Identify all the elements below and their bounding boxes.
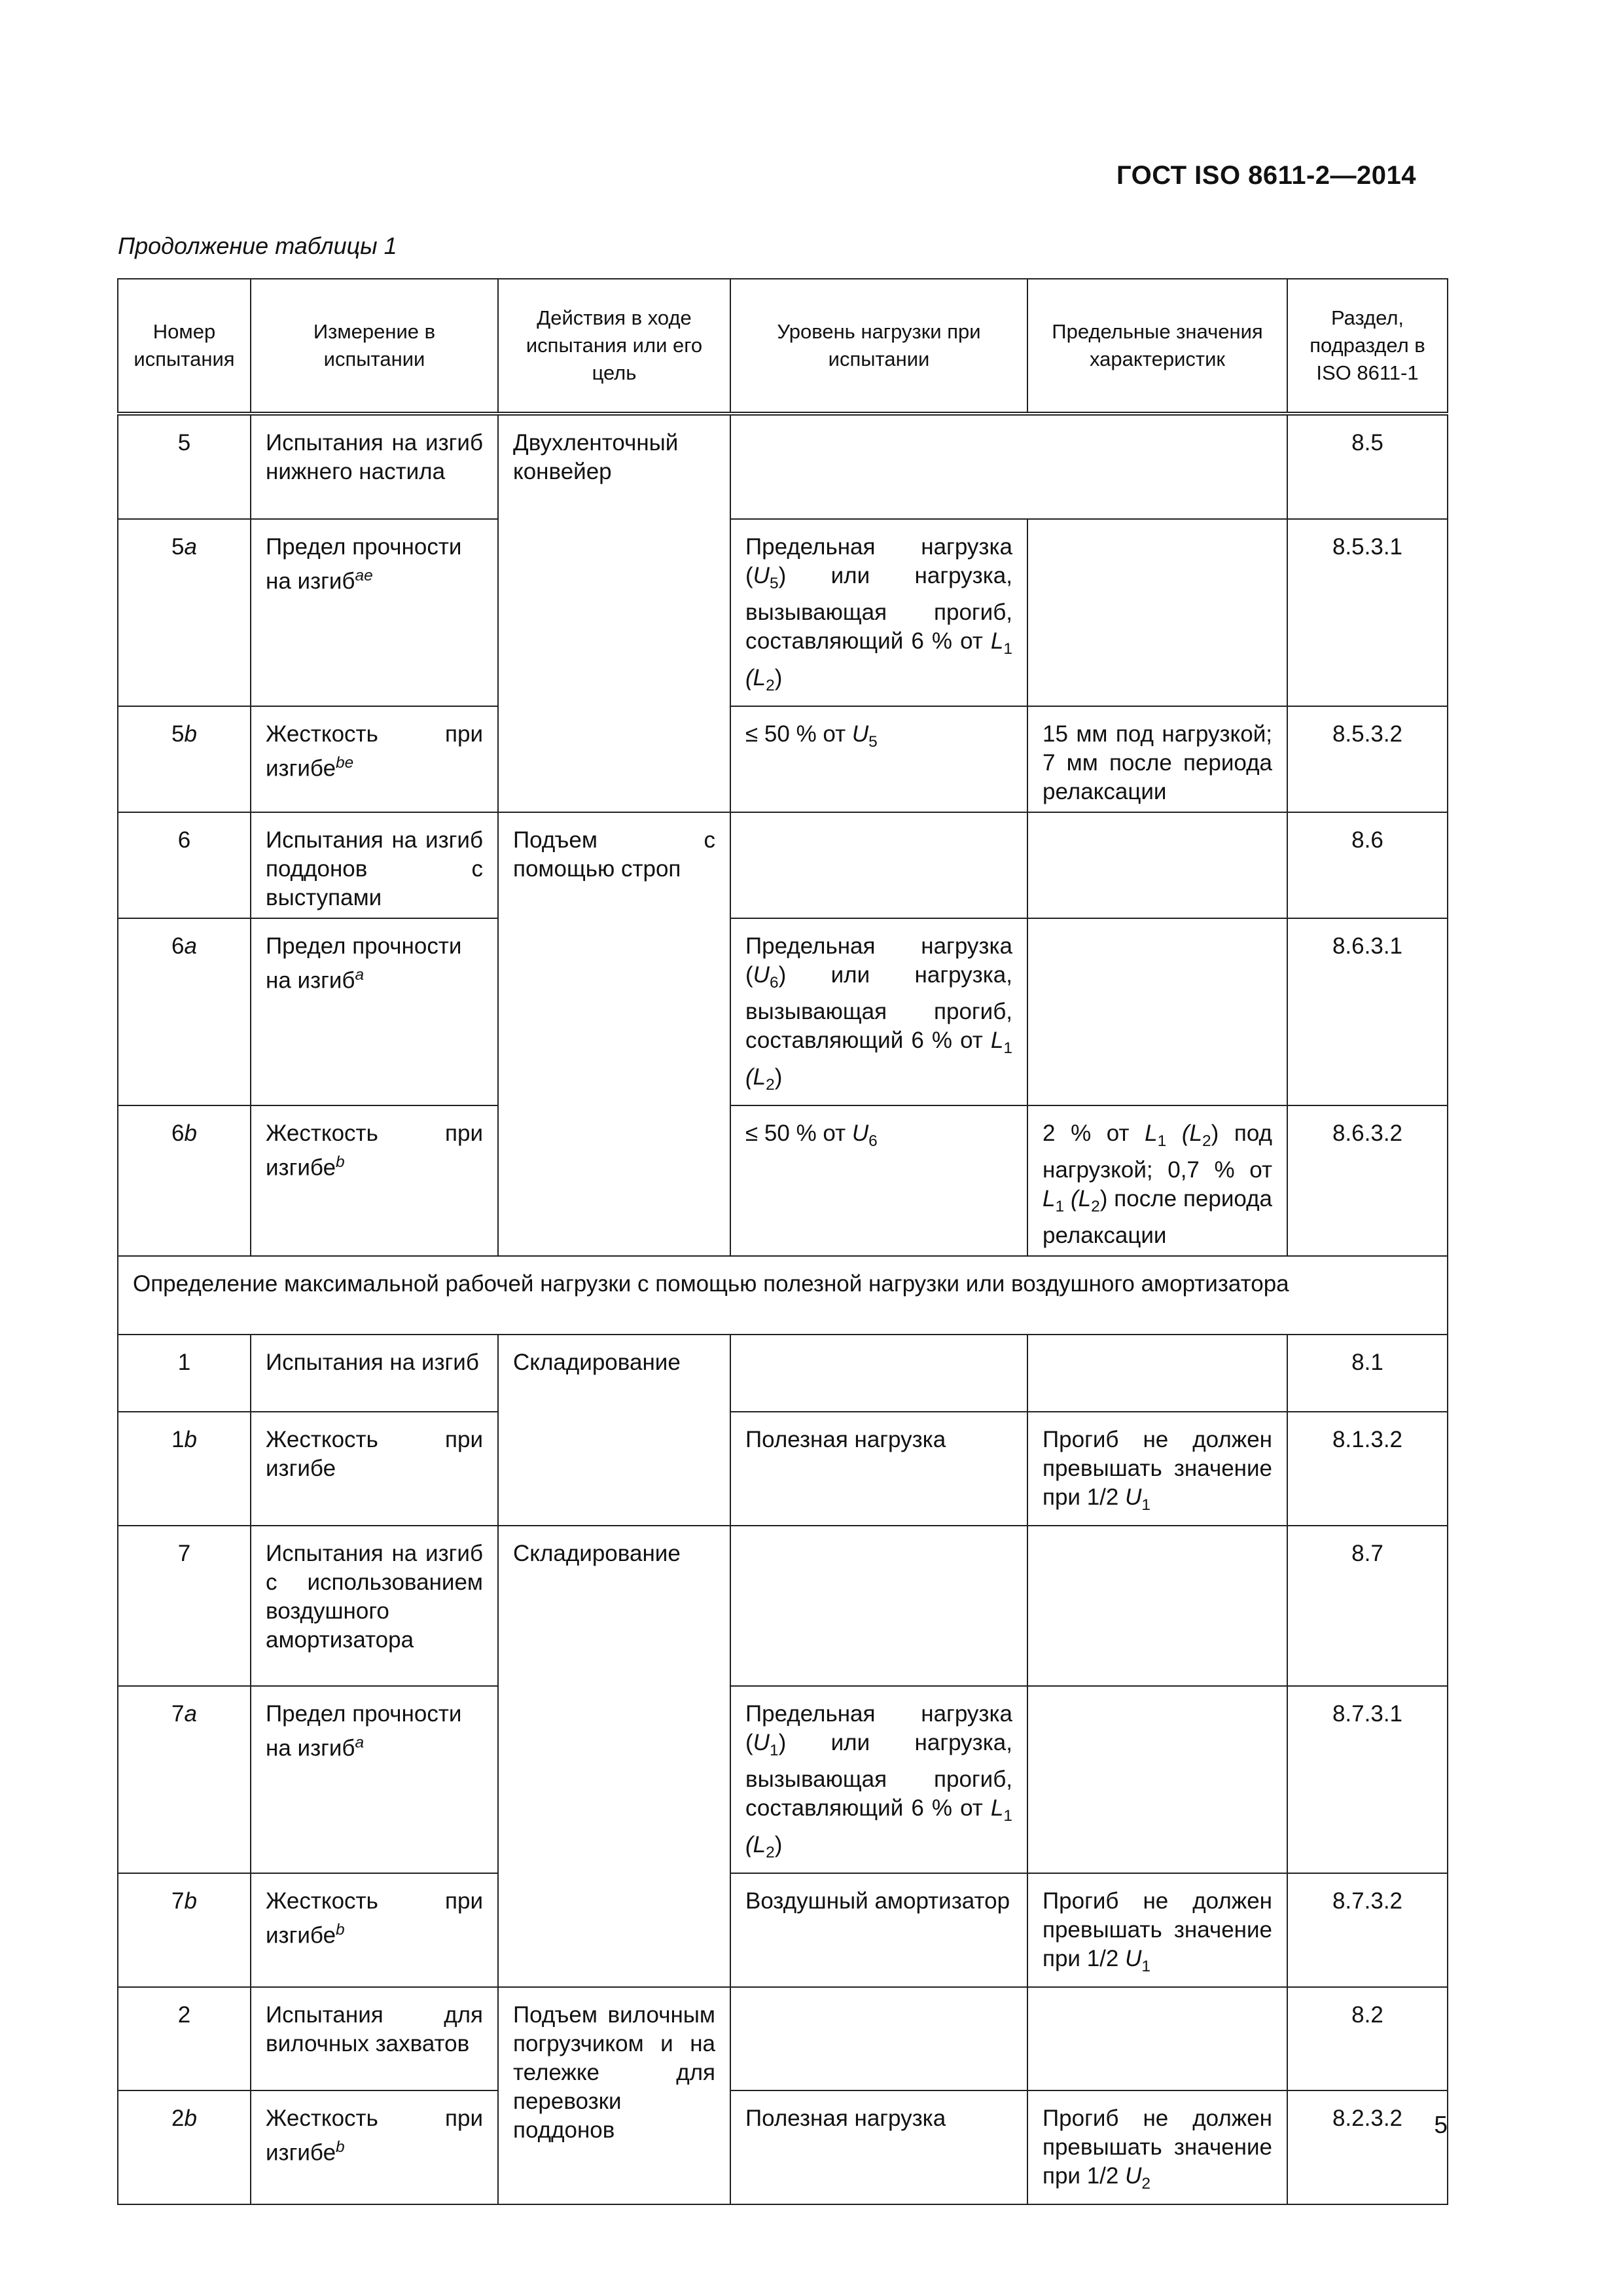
test-section: 8.5 [1287, 414, 1448, 519]
test-table [117, 278, 1448, 2205]
test-load [730, 1526, 1027, 1686]
test-action: Подъем с помощью строп [498, 812, 730, 1256]
test-load [730, 414, 1287, 519]
test-section: 8.6 [1287, 812, 1448, 918]
table-header-row [118, 279, 1448, 414]
test-number: 6 [118, 812, 251, 918]
test-section: 8.7.3.1 [1287, 1686, 1448, 1873]
test-load: ≤ 50 % от $U_6$ [730, 1105, 1027, 1256]
test-section: 8.6.3.1 [1287, 918, 1448, 1105]
test-section: 8.7 [1287, 1526, 1448, 1686]
test-limit [1027, 812, 1287, 918]
document-id: ГОСТ ISO 8611-2—2014 [1116, 161, 1416, 190]
table-row [118, 1105, 1448, 1256]
test-measurement: Испытания на изгиб нижнего настила [251, 414, 498, 519]
table-row [118, 1686, 1448, 1873]
table-group-row [118, 1256, 1448, 1335]
col-header-load: Уровень нагрузки при испытании [730, 279, 1027, 414]
test-load: Предельная нагрузка $(U_1)$ или нагрузка, вызывающая прогиб, составляющий 6 % от $L_1$ $(L_2)$ [730, 1686, 1027, 1873]
test-number: 1 [118, 1335, 251, 1412]
test-limit: Прогиб не должен превышать значение при 1/2 $U_1$ [1027, 1873, 1287, 1987]
test-limit [1027, 1526, 1287, 1686]
table-row [118, 414, 1448, 519]
test-measurement: Жесткость при изгибе$^b$ [251, 1105, 498, 1256]
table-row [118, 812, 1448, 918]
group-header: Определение максимальной рабочей нагрузки с помощью полезной нагрузки или воздушного амортизатора [118, 1256, 1448, 1335]
page-number: 5 [1434, 2111, 1448, 2138]
test-load: Полезная нагрузка [730, 2090, 1027, 2204]
table-caption: Продолжение таблицы 1 [118, 232, 397, 259]
test-section: 8.5.3.1 [1287, 519, 1448, 706]
test-number: 2 [118, 1987, 251, 2090]
test-measurement: Жесткость при изгибе$^b$ [251, 1873, 498, 1987]
test-load: Предельная нагрузка $(U_5)$ или нагрузка, вызывающая прогиб, составляющий 6 % от $L_1$ $(L_2)$ [730, 519, 1027, 706]
test-load: Воздушный амортизатор [730, 1873, 1027, 1987]
test-load [730, 1335, 1027, 1412]
test-section: 8.6.3.2 [1287, 1105, 1448, 1256]
test-load: Предельная нагрузка $(U_6)$ или нагрузка, вызывающая прогиб, составляющий 6 % от $L_1$ $(L_2)$ [730, 918, 1027, 1105]
test-limit [1027, 918, 1287, 1105]
test-section: 8.1 [1287, 1335, 1448, 1412]
table-row [118, 1987, 1448, 2090]
table-row [118, 918, 1448, 1105]
test-load [730, 812, 1027, 918]
test-number: 6a [118, 918, 251, 1105]
table-row [118, 1526, 1448, 1686]
test-load [730, 1987, 1027, 2090]
table-row [118, 2090, 1448, 2204]
test-number: 1b [118, 1412, 251, 1526]
test-number: 7a [118, 1686, 251, 1873]
test-number: 2b [118, 2090, 251, 2204]
test-action: Подъем вилочным погрузчиком и на тележке для перевозки поддонов [498, 1987, 730, 2204]
test-measurement: Испытания на изгиб [251, 1335, 498, 1412]
test-limit [1027, 1335, 1287, 1412]
test-limit: Прогиб не должен превышать значение при 1/2 $U_1$ [1027, 1412, 1287, 1526]
test-measurement: Жесткость при изгибе [251, 1412, 498, 1526]
test-number: 6b [118, 1105, 251, 1256]
test-number: 7 [118, 1526, 251, 1686]
test-limit [1027, 1987, 1287, 2090]
test-measurement: Предел прочности на изгиб$^{ae}$ [251, 519, 498, 706]
test-measurement: Испытания на изгиб поддонов с выступами [251, 812, 498, 918]
test-limit: 2 % от $L_1$ $(L_2)$ под нагрузкой; 0,7 % от $L_1$ $(L_2)$ после периода релаксации [1027, 1105, 1287, 1256]
test-number: 7b [118, 1873, 251, 1987]
test-limit: 15 мм под нагрузкой; 7 мм после периода релаксации [1027, 706, 1287, 812]
test-measurement: Предел прочности на изгиб$^a$ [251, 1686, 498, 1873]
test-limit: Прогиб не должен превышать значение при 1/2 $U_2$ [1027, 2090, 1287, 2204]
test-action: Складирование [498, 1526, 730, 1987]
test-section: 8.5.3.2 [1287, 706, 1448, 812]
table-row [118, 1412, 1448, 1526]
col-header-number: Номер испытания [118, 279, 251, 414]
table-row [118, 706, 1448, 812]
test-action: Складирование [498, 1335, 730, 1526]
test-number: 5a [118, 519, 251, 706]
test-section: 8.1.3.2 [1287, 1412, 1448, 1526]
table-row [118, 1335, 1448, 1412]
test-section: 8.7.3.2 [1287, 1873, 1448, 1987]
test-limit [1027, 519, 1287, 706]
col-header-action: Действия в ходе испытания или его цель [498, 279, 730, 414]
test-measurement: Испытания на изгиб с использованием воздушного амортизатора [251, 1526, 498, 1686]
test-measurement: Испытания для вилочных захватов [251, 1987, 498, 2090]
test-measurement: Жесткость при изгибе$^b$ [251, 2090, 498, 2204]
test-measurement: Предел прочности на изгиб$^a$ [251, 918, 498, 1105]
col-header-limits: Предельные значения характеристик [1027, 279, 1287, 414]
test-section: 8.2.3.2 [1287, 2090, 1448, 2204]
test-section: 8.2 [1287, 1987, 1448, 2090]
test-number: 5 [118, 414, 251, 519]
test-limit [1027, 1686, 1287, 1873]
table-row [118, 519, 1448, 706]
test-measurement: Жесткость при изгибе$^{be}$ [251, 706, 498, 812]
test-action: Двухленточный конвейер [498, 414, 730, 812]
test-load: ≤ 50 % от $U_5$ [730, 706, 1027, 812]
test-number: 5b [118, 706, 251, 812]
test-load: Полезная нагрузка [730, 1412, 1027, 1526]
table-row [118, 1873, 1448, 1987]
col-header-measurement: Измерение в испытании [251, 279, 498, 414]
col-header-section: Раздел, подраздел в ISO 8611-1 [1287, 279, 1448, 414]
